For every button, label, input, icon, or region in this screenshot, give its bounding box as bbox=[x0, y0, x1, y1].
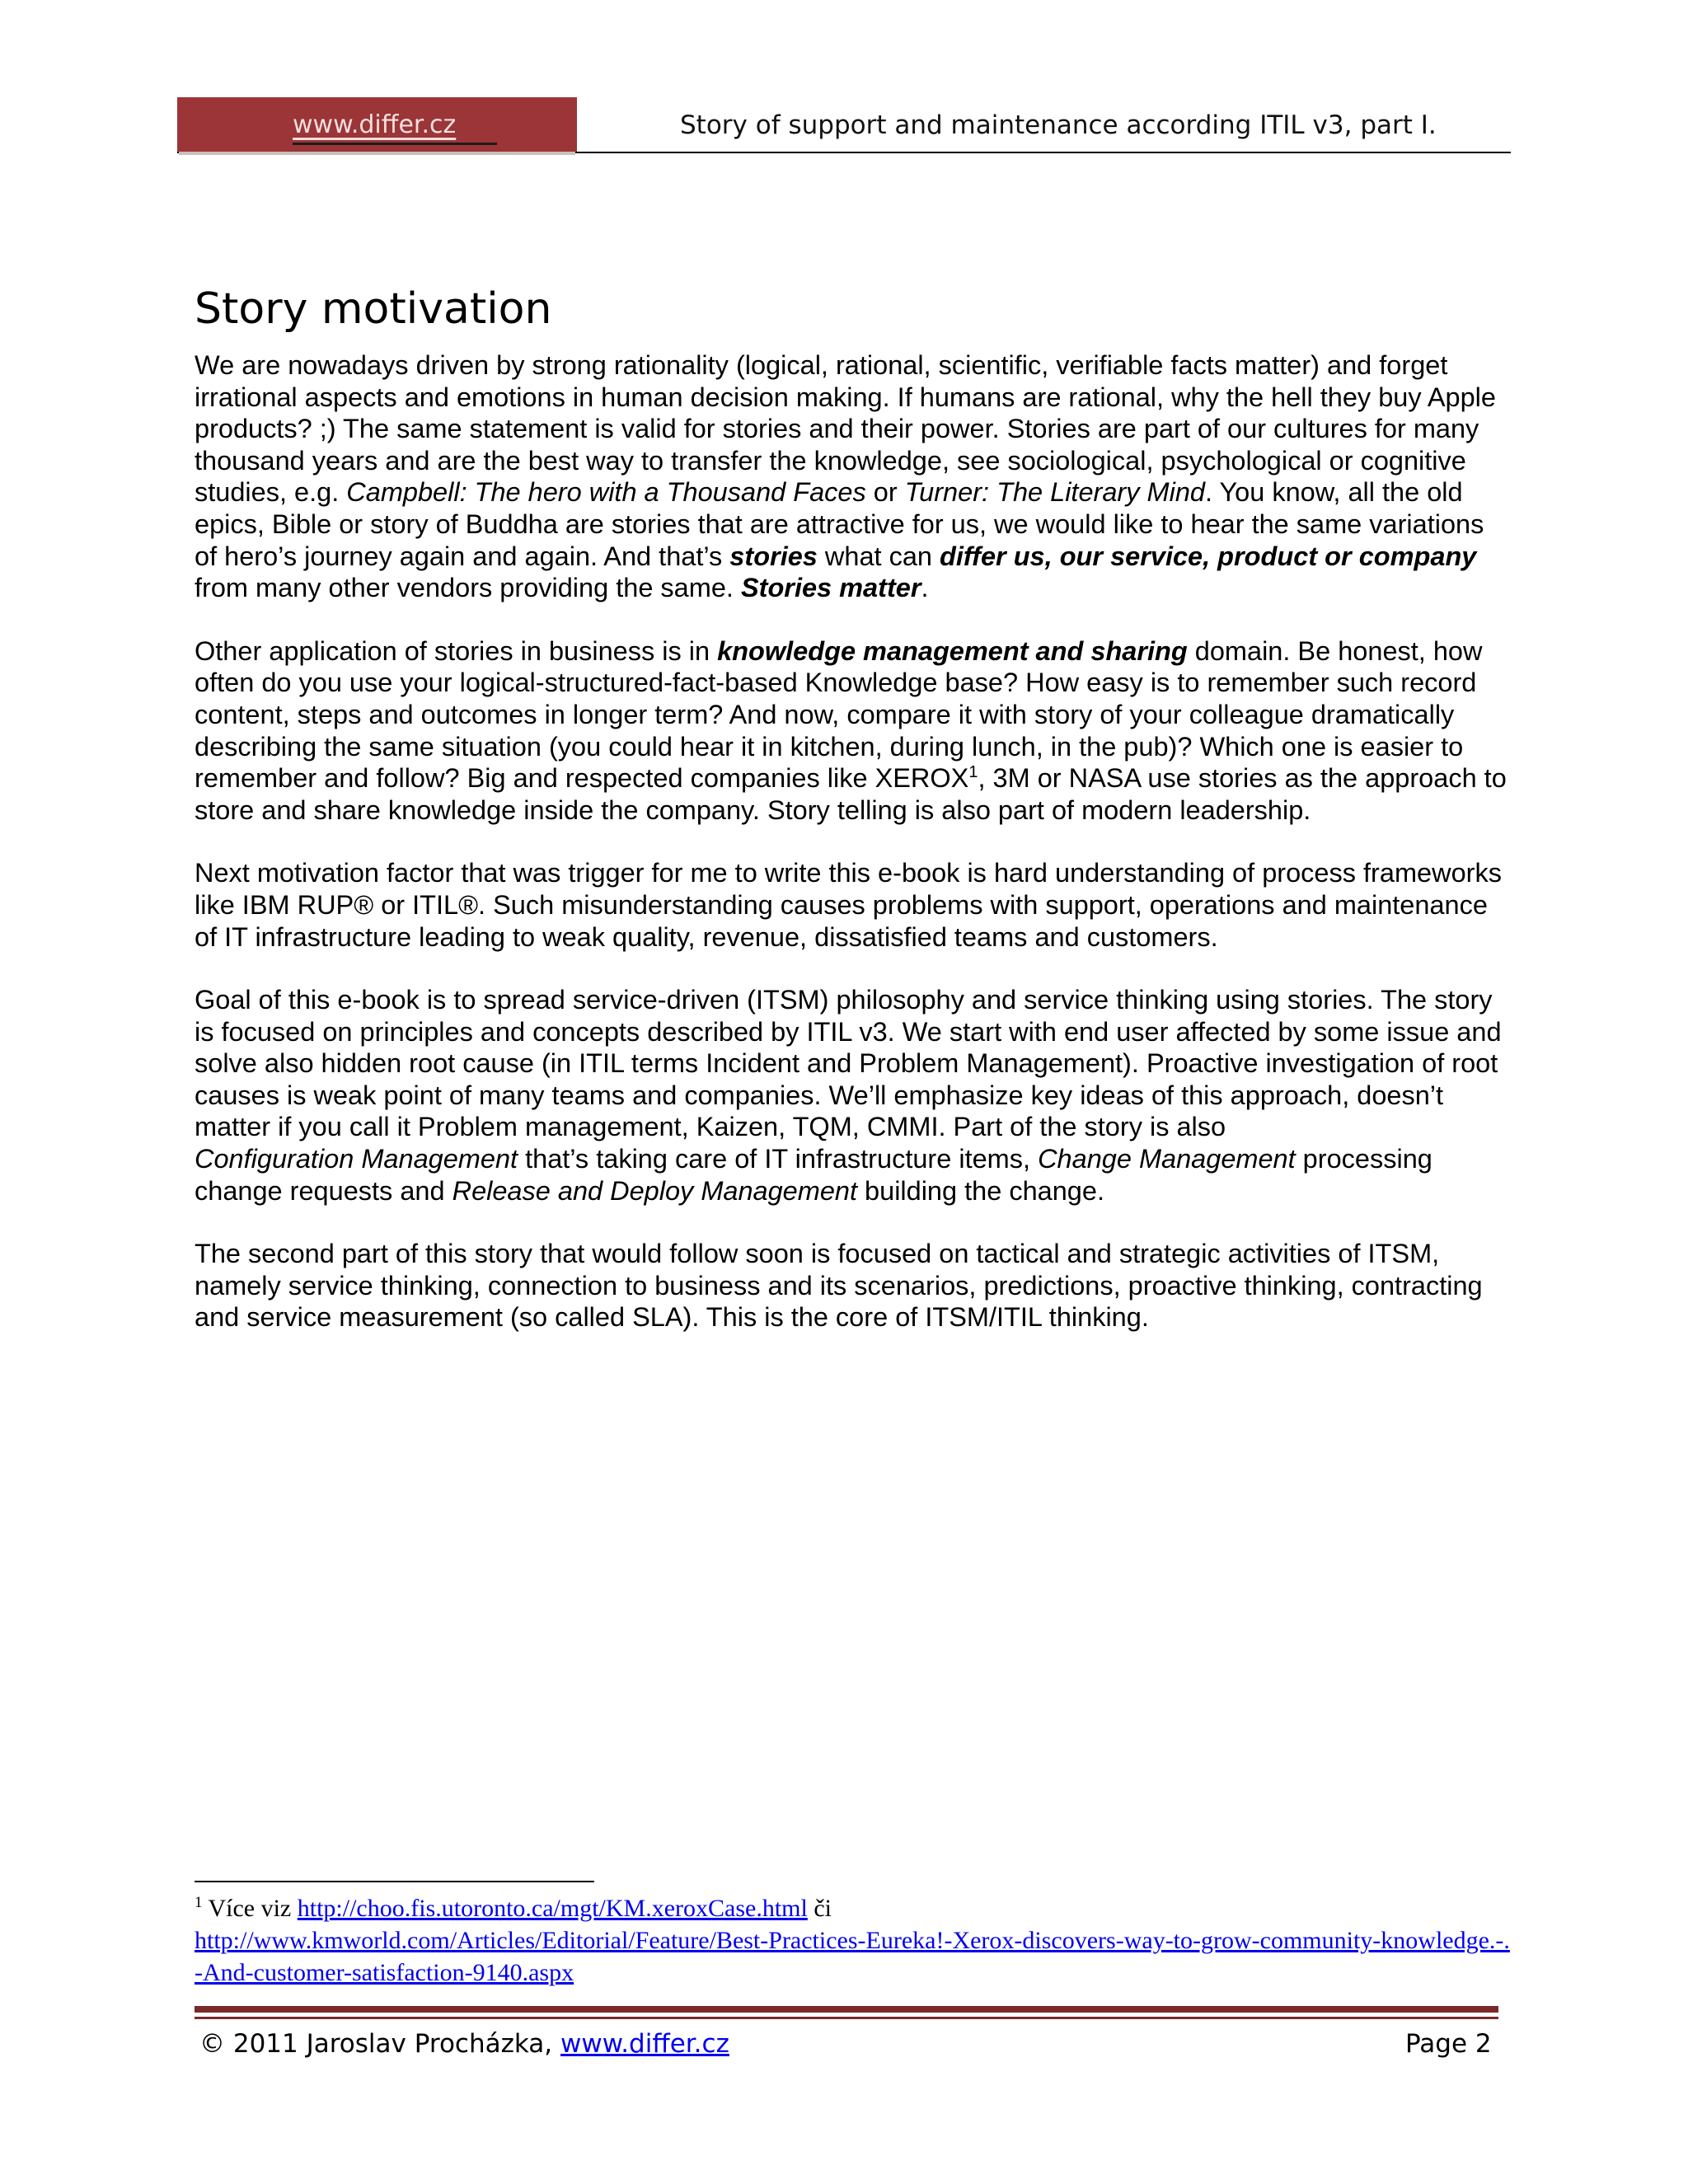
footnote-prefix: Více viz bbox=[202, 1895, 298, 1922]
paragraph-text: that’s taking care of IT infrastructure items, bbox=[518, 1144, 1039, 1174]
footer-rule-thick bbox=[195, 2006, 1498, 2013]
document-body bbox=[195, 280, 1513, 1365]
header-brand-link[interactable]: www.differ.cz bbox=[293, 110, 457, 139]
paragraph-text: building the change. bbox=[857, 1175, 1104, 1206]
paragraph-text: The second part of this story that would follow soon is focused on tactical and strategic activities of ITSM, namely service thinking, connection to business and its scenarios, predictions, proactive thinking, contracting and service measurement (so called SLA). This is the core of ITSM/ITIL thinking. bbox=[195, 1239, 1483, 1333]
footnote-separator bbox=[195, 1881, 594, 1882]
page-number: Page 2 bbox=[1405, 2029, 1492, 2059]
header-brand-underline bbox=[293, 143, 497, 145]
paragraph-text: what can bbox=[817, 541, 940, 571]
paragraph-story-rationality bbox=[195, 349, 1513, 604]
footnote-reference[interactable]: 1 bbox=[968, 763, 978, 782]
paragraph-text: . You know, all the old epics, Bible or story of Buddha are stories that are attractive for us, we would like to hear the same variations of hero’s journey again and again. And that’s bbox=[195, 477, 1484, 571]
header-brand-block bbox=[177, 97, 577, 152]
paragraph-text: domain. Be honest, how often do you use your logical-structured-fact-based Knowledge base? How easy is to remember such record content, steps and outcomes in longer term? And now, compare it with story of your colleague dramatically describing the same situation (you could hear it in kitchen, during lunch, in the pub)? Which one is easier to remember and follow? Big and respected companies like XEROX bbox=[195, 635, 1483, 794]
footer-link[interactable]: www.differ.cz bbox=[560, 2029, 729, 2059]
paragraph-text: Goal of this e-book is to spread service-driven (ITSM) philosophy and service thinking using stories. The story is focused on principles and concepts described by ITIL v3. We start with end user affected by some issue and solve also hidden root cause (in ITIL terms Incident and Problem Management). Proactive investigation of root causes is weak point of many teams and companies. We’ll emphasize key ideas of this approach, doesn’t matter if you call it Problem management, Kaizen, TQM, CMMI. Part of the story is also bbox=[195, 985, 1502, 1142]
emphasis-stories-matter: Stories matter bbox=[740, 573, 921, 603]
footnote bbox=[195, 1892, 1513, 1989]
paragraph-goal bbox=[195, 984, 1513, 1207]
footnote-link-choo[interactable]: http://choo.fis.utoronto.ca/mgt/KM.xeroxCase.html bbox=[297, 1895, 808, 1922]
term-release-deploy-management: Release and Deploy Management bbox=[452, 1175, 858, 1206]
footer-copyright bbox=[199, 2029, 729, 2059]
paragraph-text: We are nowadays driven by strong rationality (logical, rational, scientific, verifiable facts matter) and forget irrational aspects and emotions in human decision making. If humans are rational, why the hell they buy Apple products? ;) The same statement is valid for stories and their power. Stories are part of our cultures for many thousand years and are the best way to transfer the knowledge, see sociological, psychological or cognitive studies, e.g. bbox=[195, 350, 1496, 508]
paragraph-text: from many other vendors providing the same. bbox=[195, 573, 741, 603]
header-title: Story of support and maintenance according ITIL v3, part I. bbox=[680, 110, 1437, 140]
footnote-number: 1 bbox=[195, 1894, 203, 1911]
paragraph-second-part bbox=[195, 1238, 1513, 1333]
copyright-text: © 2011 Jaroslav Procházka, bbox=[199, 2029, 560, 2059]
footer-rule-thin bbox=[195, 2017, 1498, 2019]
paragraph-text: or bbox=[865, 477, 905, 508]
citation-campbell: Campbell: The hero with a Thousand Faces bbox=[346, 477, 866, 508]
page-header bbox=[177, 97, 1511, 153]
emphasis-differ-us: differ us, our service, product or company bbox=[940, 541, 1477, 571]
paragraph-motivation-factor bbox=[195, 857, 1513, 953]
paragraph-text: processing change requests and bbox=[195, 1144, 1432, 1206]
footnote-link-kmworld[interactable]: http://www.kmworld.com/Articles/Editorial/Feature/Best-Practices-Eureka!-Xerox-discovers-way-to-grow-community-knowledge.-.-And-customer-satisfaction-9140.aspx bbox=[195, 1927, 1510, 1986]
citation-turner: Turner: The Literary Mind bbox=[904, 477, 1205, 508]
paragraph-knowledge-management bbox=[195, 635, 1513, 827]
emphasis-knowledge-management: knowledge management and sharing bbox=[717, 635, 1188, 666]
paragraph-text: Other application of stories in business is in bbox=[195, 635, 718, 666]
term-change-management: Change Management bbox=[1038, 1144, 1296, 1174]
emphasis-stories: stories bbox=[729, 541, 818, 571]
section-title: Story motivation bbox=[195, 284, 552, 334]
paragraph-text: , 3M or NASA use stories as the approach to store and share knowledge inside the company. Story telling is also part of modern leadership. bbox=[195, 763, 1507, 825]
paragraph-text: Next motivation factor that was trigger for me to write this e-book is hard understanding of process frameworks like IBM RUP® or ITIL®. Such misunderstanding causes problems with support, operations and maintenance of IT infrastructure leading to weak quality, revenue, dissatisfied teams and customers. bbox=[195, 858, 1502, 952]
footnote-middle: či bbox=[807, 1895, 832, 1922]
paragraph-text: . bbox=[921, 573, 929, 603]
term-configuration-management: Configuration Management bbox=[195, 1144, 518, 1174]
